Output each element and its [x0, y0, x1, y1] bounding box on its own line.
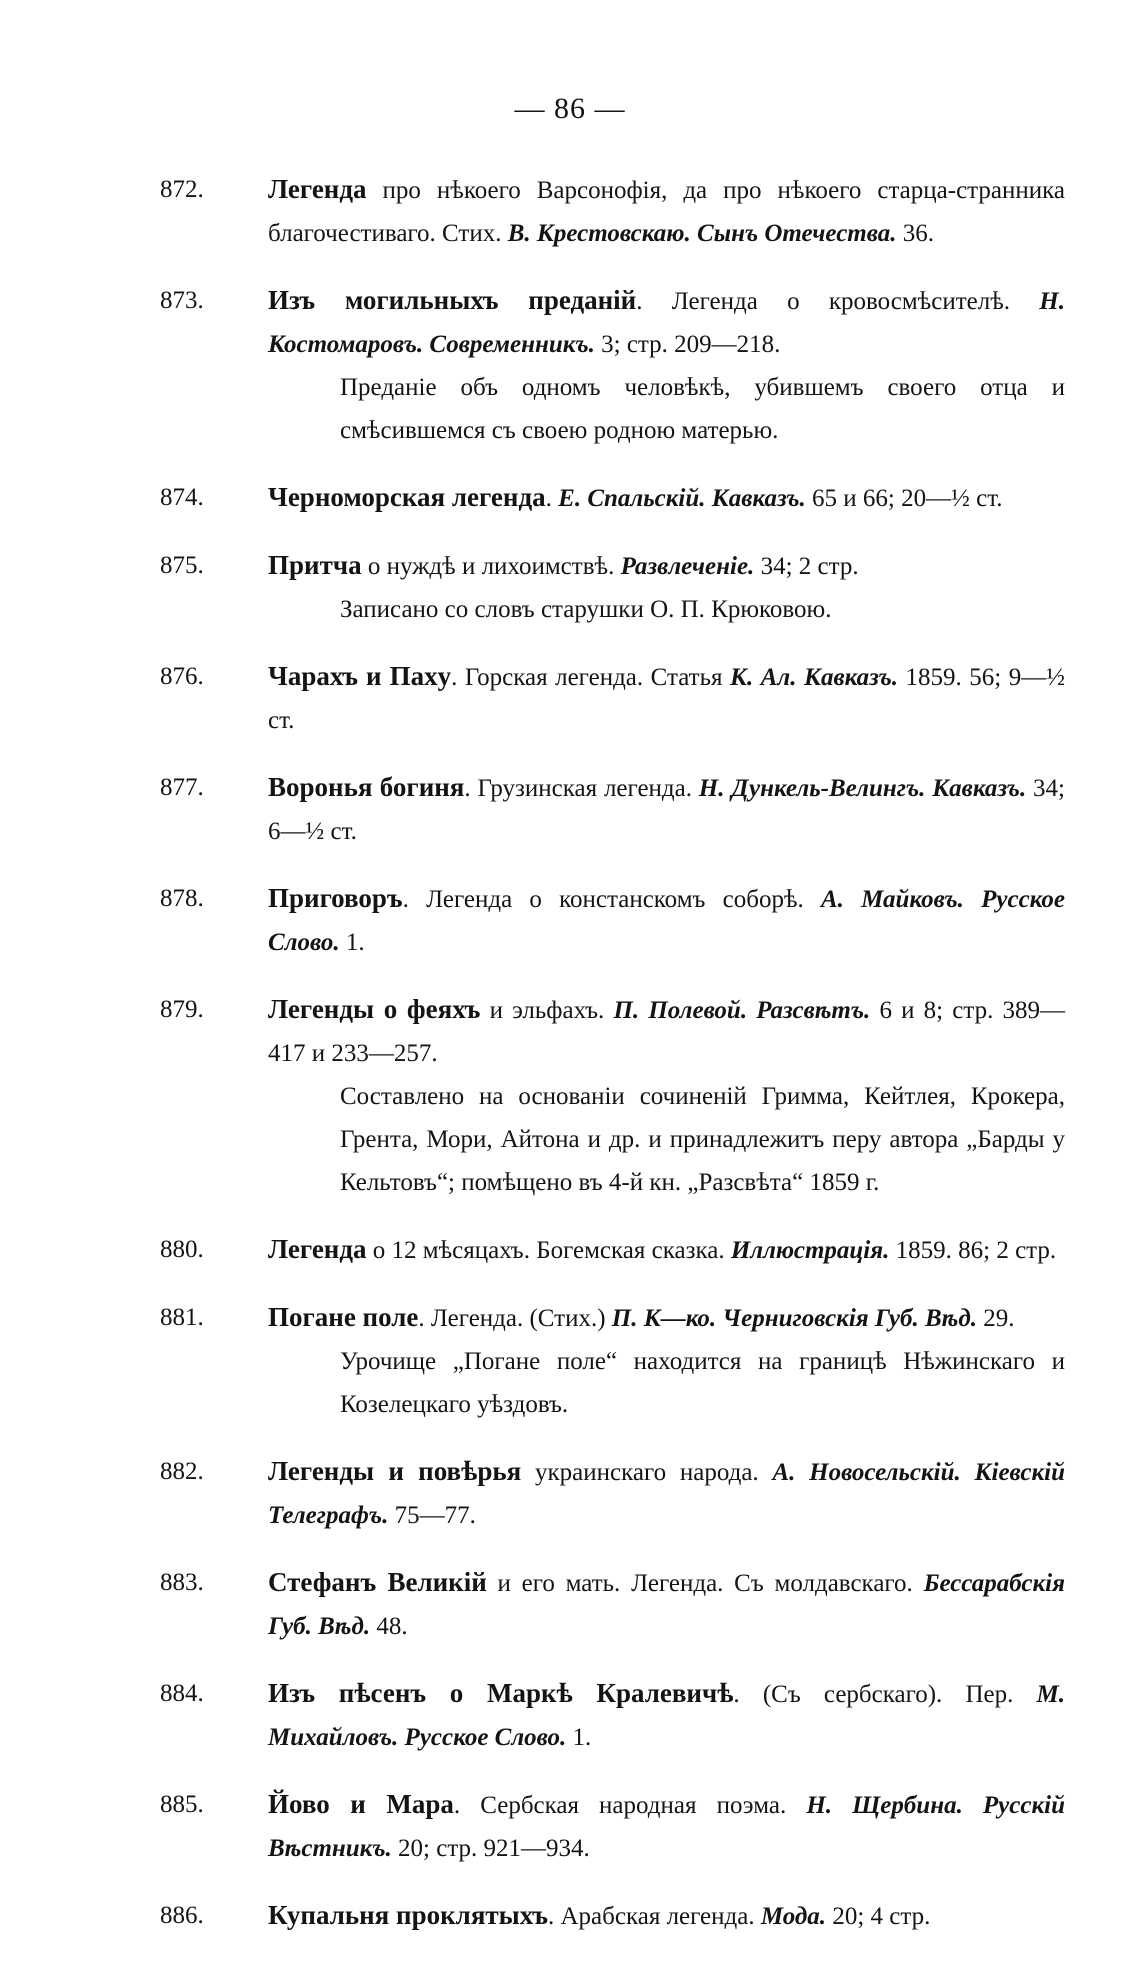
entry-number: 875.	[160, 552, 204, 579]
entry-number: 879.	[160, 996, 204, 1023]
entry-source: Е. Спальскій. Кавказъ.	[551, 485, 806, 512]
entry-872	[160, 168, 1065, 255]
entry-title: Черноморская легенда	[268, 482, 546, 512]
entry-tail: 1859. 86; 2 стр.	[889, 1237, 1057, 1264]
entry-title: Легенда	[268, 174, 367, 204]
entry-source: А. Новосельскій. Кіевскій Телеграфъ.	[268, 1459, 1065, 1529]
entry-text: . (Съ сербскаго). Пер.	[733, 1681, 1014, 1708]
entry-title: Приговоръ	[268, 883, 403, 913]
entry-number: 886.	[160, 1902, 204, 1929]
entry-source: Иллюстрація.	[724, 1237, 890, 1264]
entry-title: Купальня проклятыхъ	[268, 1900, 548, 1930]
entry-source: Бессарабскія Губ. Вѣд.	[268, 1570, 1065, 1640]
entry-text: . Горская легенда. Статья	[451, 664, 723, 691]
entry-tail: 29.	[977, 1305, 1015, 1332]
entry-tail: 20; 4 стр.	[826, 1903, 931, 1930]
entry-text: .	[545, 485, 552, 512]
entry-number: 884.	[160, 1680, 204, 1707]
entry-876	[160, 655, 1065, 742]
entry-title: Изъ пѣсенъ о Маркѣ Кралевичѣ	[268, 1678, 734, 1708]
entry-text: . Легенда. (Стих.)	[418, 1305, 606, 1332]
entry-title: Чарахъ и Пахy	[268, 661, 452, 691]
entry-875	[160, 544, 1065, 631]
entry-source: Н. Костомаровъ. Современникъ.	[268, 288, 1065, 358]
entry-note: Преданіе объ одномъ человѣкѣ, убившемъ своего отца и смѣсившемся съ своею родною матерью.	[340, 374, 1065, 444]
entry-source: А. Майковъ. Русское Слово.	[268, 886, 1065, 956]
bibliography-list	[160, 168, 1065, 1962]
entry-title: Йово и Мара	[268, 1789, 454, 1819]
entry-number: 873.	[160, 287, 204, 314]
entry-title: Стефанъ Великій	[268, 1567, 487, 1597]
entry-number: 885.	[160, 1791, 204, 1818]
entry-number: 876.	[160, 663, 204, 690]
entry-source: В. Крестовскаю. Сынъ Отечества.	[501, 220, 897, 247]
entry-tail: 1.	[566, 1724, 592, 1751]
entry-number: 880.	[160, 1236, 204, 1263]
entry-title: Погане поле	[268, 1302, 419, 1332]
entry-number: 878.	[160, 885, 204, 912]
entry-number: 874.	[160, 484, 204, 511]
entry-884	[160, 1672, 1065, 1759]
entry-880	[160, 1228, 1065, 1272]
entry-text: и эльфахъ.	[480, 997, 605, 1024]
entry-title: Воронья богиня	[268, 772, 465, 802]
entry-text: . Арабская легенда.	[547, 1903, 755, 1930]
entry-879	[160, 988, 1065, 1204]
entry-text: . Легенда о констанскомъ соборѣ.	[402, 886, 804, 913]
entry-tail: 34; 2 стр.	[754, 553, 859, 580]
entry-text: про нѣкоего Варсонофія, да про нѣкоего старца-странника благочестиваго. Стих.	[268, 177, 1065, 247]
entry-tail: 1859. 56; 9—½ ст.	[268, 664, 1066, 734]
entry-tail: 34; 6—½ ст.	[268, 775, 1065, 845]
entry-source: Мода.	[754, 1903, 827, 1930]
entry-note: Записано со словъ старушки О. П. Крюковою.	[340, 596, 832, 623]
entry-886	[160, 1894, 1065, 1938]
entry-number: 877.	[160, 774, 204, 801]
entry-title: Притча	[268, 550, 362, 580]
entry-text: украинскаго народа.	[521, 1459, 759, 1486]
entry-source: К. Ал. Кавказъ.	[722, 664, 899, 691]
entry-text: о 12 мѣсяцахъ. Богемская сказка.	[366, 1237, 725, 1264]
entry-tail: 48.	[370, 1613, 408, 1640]
entry-number: 882.	[160, 1458, 204, 1485]
entry-tail: 20; стр. 921—934.	[391, 1835, 590, 1862]
entry-number: 881.	[160, 1304, 204, 1331]
entry-881	[160, 1296, 1065, 1426]
page-number: — 86 —	[514, 92, 626, 125]
entry-tail: 36.	[896, 220, 934, 247]
entry-text: и его мать. Легенда. Съ молдавскаго.	[486, 1570, 913, 1597]
entry-source: П. Полевой. Разсвѣтъ.	[604, 997, 871, 1024]
entry-number: 872.	[160, 176, 204, 203]
entry-878	[160, 877, 1065, 964]
entry-text: о нуждѣ и лихоимствѣ.	[361, 553, 615, 580]
entry-tail: 65 и 66; 20—½ ст.	[805, 485, 1003, 512]
entry-873	[160, 279, 1065, 452]
entry-883	[160, 1561, 1065, 1648]
entry-source: М. Михайловъ. Русское Слово.	[268, 1681, 1065, 1751]
entry-tail: 3; стр. 209—218.	[594, 331, 781, 358]
entry-note: Составлено на основаніи сочиненій Гримма, Кейтлея, Крокера, Грента, Мори, Айтона и др. и принадлежитъ перу автора „Барды у Кельтовъ“; помѣщено въ 4-й кн. „Разсвѣта“ 1859 г.	[340, 1083, 1065, 1196]
entry-874	[160, 476, 1065, 520]
entry-source: Н. Щербина. Русскій Вѣстникъ.	[268, 1792, 1065, 1862]
entry-title: Легенда	[268, 1234, 367, 1264]
entry-title: Легенды о феяхъ	[268, 994, 481, 1024]
entry-source: Н. Дункель-Велингъ. Кавказъ.	[691, 775, 1027, 802]
entry-text: . Сербская народная поэма.	[453, 1792, 787, 1819]
entry-tail: 75—77.	[388, 1502, 476, 1529]
entry-877	[160, 766, 1065, 853]
entry-source: Развлеченіе.	[614, 553, 755, 580]
entry-title: Изъ могильныхъ преданій	[268, 285, 637, 315]
entry-text: . Легенда о кровосмѣсителѣ.	[636, 288, 1011, 315]
entry-number: 883.	[160, 1569, 204, 1596]
entry-text: . Грузинская легенда.	[464, 775, 692, 802]
entry-882	[160, 1450, 1065, 1537]
entry-tail: 6 и 8; стр. 389—417 и 233—257.	[268, 997, 1066, 1067]
entry-source: П. К—ко. Черниговскія Губ. Вѣд.	[605, 1305, 978, 1332]
entry-title: Легенды и повѣрья	[268, 1456, 522, 1486]
entry-tail: 1.	[339, 929, 365, 956]
entry-note: Урочище „Погане поле“ находится на границѣ Нѣжинскаго и Козелецкаго уѣздовъ.	[340, 1348, 1065, 1418]
